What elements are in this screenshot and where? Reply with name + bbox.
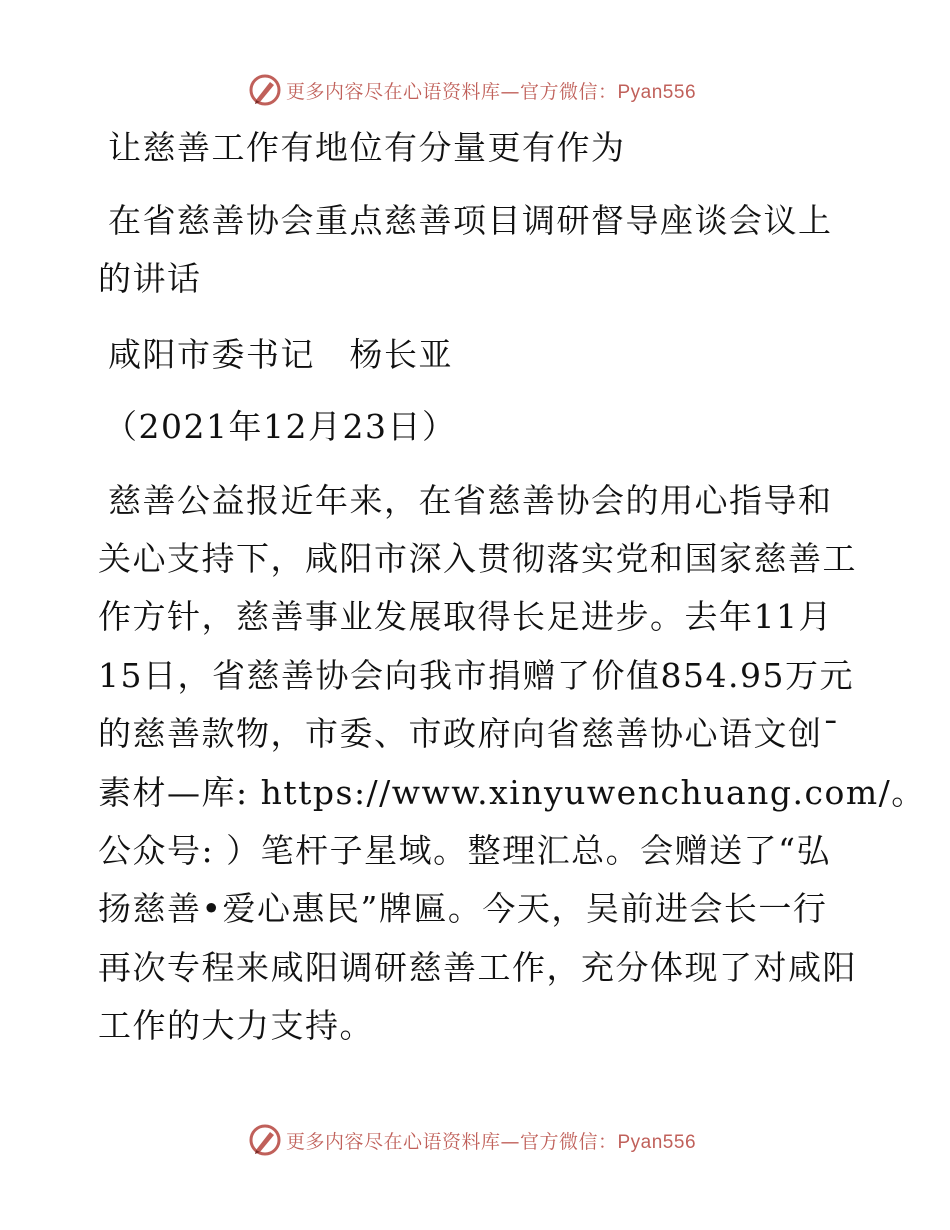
body-line: 15日，省慈善协会向我市捐赠了价值854.95万元 [98, 656, 854, 695]
watermark-text: 更多内容尽在心语资料库—官方微信：Pyan556 [285, 80, 697, 103]
body-line: 再次专程来咸阳调研慈善工作，充分体现了对咸阳 [98, 948, 857, 987]
pen-logo-icon [248, 73, 282, 107]
body-line: 公众号: ）笔杆子星域。整理汇总。会赠送了“弘 [98, 831, 831, 870]
author-line: 咸阳市委书记 杨长亚 [108, 335, 453, 374]
header-watermark [0, 70, 950, 110]
pen-logo-icon [248, 1123, 282, 1157]
watermark-text: 更多内容尽在心语资料库—官方微信：Pyan556 [285, 1130, 697, 1153]
body-line: 的慈善款物，市委、市政府向省慈善协心语文创¯ [98, 714, 841, 753]
document-title: 让慈善工作有地位有分量更有作为 [108, 128, 626, 167]
body-line: 素材—库: https://www.xinyuwenchuang.com/。 [98, 773, 926, 812]
document-subtitle-line1: 在省慈善协会重点慈善项目调研督导座谈会议上 [108, 201, 833, 240]
body-line: 关心支持下，咸阳市深入贯彻落实党和国家慈善工 [98, 539, 857, 578]
body-line: 扬慈善•爱心惠民”牌匾。今天，吴前进会长一行 [98, 889, 828, 928]
date-line: （2021年12月23日） [104, 407, 457, 446]
body-line: 慈善公益报近年来，在省慈善协会的用心指导和 [108, 481, 833, 520]
body-line: 工作的大力支持。 [98, 1006, 374, 1045]
document-subtitle-line2: 的讲话 [98, 259, 202, 298]
footer-watermark [0, 1120, 950, 1160]
body-line: 作方针，慈善事业发展取得长足进步。去年11月 [98, 597, 833, 636]
